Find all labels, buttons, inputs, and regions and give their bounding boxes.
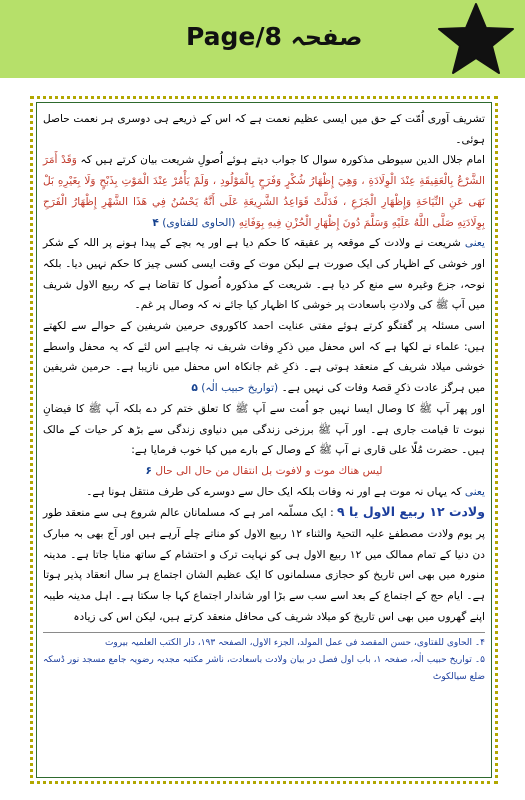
paragraph-2-intro: امام جلال الدین سیوطی مذکورہ سوال کا جواب دیتے ہوئے اُصولِ شریعت بیان کرتے ہیں کہ [80,154,485,167]
article-body [43,109,485,686]
reference-number-5: ۵ [191,382,198,395]
paragraph-3-text: شریعت نے ولادت کے موقعہ پر عقیقہ کا حکم دیا ہے اور یہ بچے کے پیدا ہونے پر اللہ کے شکر اور خوشی کے اظہار کی ایک صورت ہے لیکن موت کے وقت ایسی کسی چیز کا حکم نہیں دیا۔ بلکہ نوحہ، جزع وغیرہ سے منع کر دیا ہے۔ شریعت کے مذکورہ اُصول کا تقاضا ہے کہ ربیع الاول شریف میں آپ ﷺ کی ولادتِ باسعادت پر خوشی کا اظہار کیا جائے نہ کہ وصال پر غم۔ [43,237,485,312]
reference-hawi: (الحاوی للفتاوی) [162,216,236,229]
paragraph-6-lead: یعنی [464,485,485,498]
footnote-divider [43,632,485,633]
star-icon[interactable] [436,2,516,76]
page-title-number: Page/8 [186,22,282,51]
paragraph-6-text: کہ یہاں نہ موت ہے اور نہ وفات بلکہ ایک حال سے دوسرے کی طرف منتقل ہونا ہے۔ [86,485,462,498]
page-header [0,0,525,78]
paragraph-3 [43,233,485,316]
arabic-quote-suyuti: وَقَدْ أَمَرَ الشَّرْعُ بِالْعَقِيقَةِ عِنْدَ الْوِلَادَةِ ، وَهِيَ إِظْهَارُ شُكْرٍ وَفَرَحٍ بِالْمَوْلُودِ ، وَلَمْ يَأْمُرْ عِنْدَ الْمَوْتِ بِذَبْحٍ وَلَا بِغَيْرِهِ بَلْ نَهَى عَنِ النِّيَاحَةِ وَإِظْهَارِ الْجَزَعِ ، فَدَلَّتْ قَوَاعِدُ الشَّرِيعَةِ عَلَى أَنَّهُ يَحْسُنُ فِي هَذَا الشَّهْرِ إِظْهَارُ الْفَرَحِ بِوِلَادَتِهِ صَلَّى اللَّهُ عَلَيْهِ وَسَلَّمَ دُونَ إِظْهَارِ الْحُزْنِ فِيهِ بِوَفَاتِهِ [43,154,485,229]
paragraph-7 [43,502,485,627]
paragraph-6 [43,482,485,503]
arabic-quote-text: لیس هناك موت و لافوت بل انتقال من حال الی حال [155,464,383,477]
arabic-quote-qari [43,461,485,482]
section-heading: ولادت ۱۲ ربیع الاول یا ۹ [337,504,486,520]
reference-tawarikh: (تواریخ حبیب الٰہ) [201,382,279,395]
paragraph-3-lead: یعنی [464,237,485,250]
paragraph-2 [43,150,485,233]
paragraph-1: تشریف آوری اُمّت کے حق میں ایسی عظیم نعمت ہے کہ اس کے ذریعے ہی دوسری ہر نعمت حاصل ہوئی۔ [43,113,485,146]
footnote-4: ۴۔ الحاوی للفتاوی، حسن المقصد فی عمل المولد، الجزء الاول، الصفحہ ۱۹۳، دار الکتب العلمیہ بیروت [104,637,485,648]
paragraph-5: اور پھر آپ ﷺ کا وصال ایسا نہیں جو اُمت سے آپ ﷺ کا تعلق ختم کر دے بلکہ آپ ﷺ کا فیضانِ نبوت تا قیامت جاری ہے۔ اور آپ ﷺ برزخی زندگی میں دنیاوی زندگی سے بڑھ کر حیات کے مالک ہیں۔ حضرت مُلّا علی قاری نے آپ ﷺ کے وصال کے بارے میں کیا خوب فرمایا ہے: [43,402,485,457]
paragraph-4-text: اسی مسئلہ پر گفتگو کرتے ہوئے مفتی عنایت احمد کاکوروی حرمین شریفین کے حوالے سے لکھتے ہیں: علماء نے لکھا ہے کہ اس محفل میں ذکرِ وفات شریف نہ چاہیے اس لئے کہ یہ محفل واسطے خوشی میلاد شریف کے منعقد ہوتی ہے۔ ذکرِ غم جانکاہ اس محفل میں نازیبا ہے۔ حرمین شریفین میں ہرگز عادت ذکرِ قصۂ وفات کی نہیں ہے۔ [43,320,485,395]
footnote-5: ۵۔ تواریخ حبیب الٰہ، صفحہ ۱، باب اول فصل در بیان ولادت باسعادت، ناشر مکتبہ مجدیہ رضویہ جامع مسجد نور ڈسکہ ضلع سیالکوٹ [43,654,485,682]
page-title [186,22,362,51]
text-panel [36,102,492,778]
paragraph-7-text: : ایک مسلّمہ امر ہے کہ مسلمانان عالم شروع ہی سے منعقد طور پر یوم ولادت مصطفےٰ علیہ التحیۃ والثناء ۱۲ ربیع الاول کو مناتے چلے آرہے ہیں اور آج بھی بہ مبارک دن دنیا کے تمام ممالک میں ۱۲ ربیع الاول ہی کو نہایت ترک و احتشام کے ساتھ منایا جاتا ہے۔ مدینہ منورہ میں بھی اس تاریخ کو حجازی مسلمانوں کا ایک عظیم الشان اجتماع ہر سال انعقاد پذیر ہوتا ہے۔ ایام حج کے اجتماع کے بعد اسے سب سے بڑا اور شاندار اجتماع کہا جا سکتا ہے۔ اہل مدینہ طیبہ اپنے گھروں میں بھی اس تاریخ کو میلاد شریف کی محافل منعقد کرتے ہیں، لیکن اس کی زیادہ [43,507,486,623]
reference-number-6: ۶ [145,464,152,477]
paragraph-4 [43,316,485,399]
reference-number-4: ۴ [152,216,159,229]
page-title-urdu: صفحہ [290,23,363,51]
